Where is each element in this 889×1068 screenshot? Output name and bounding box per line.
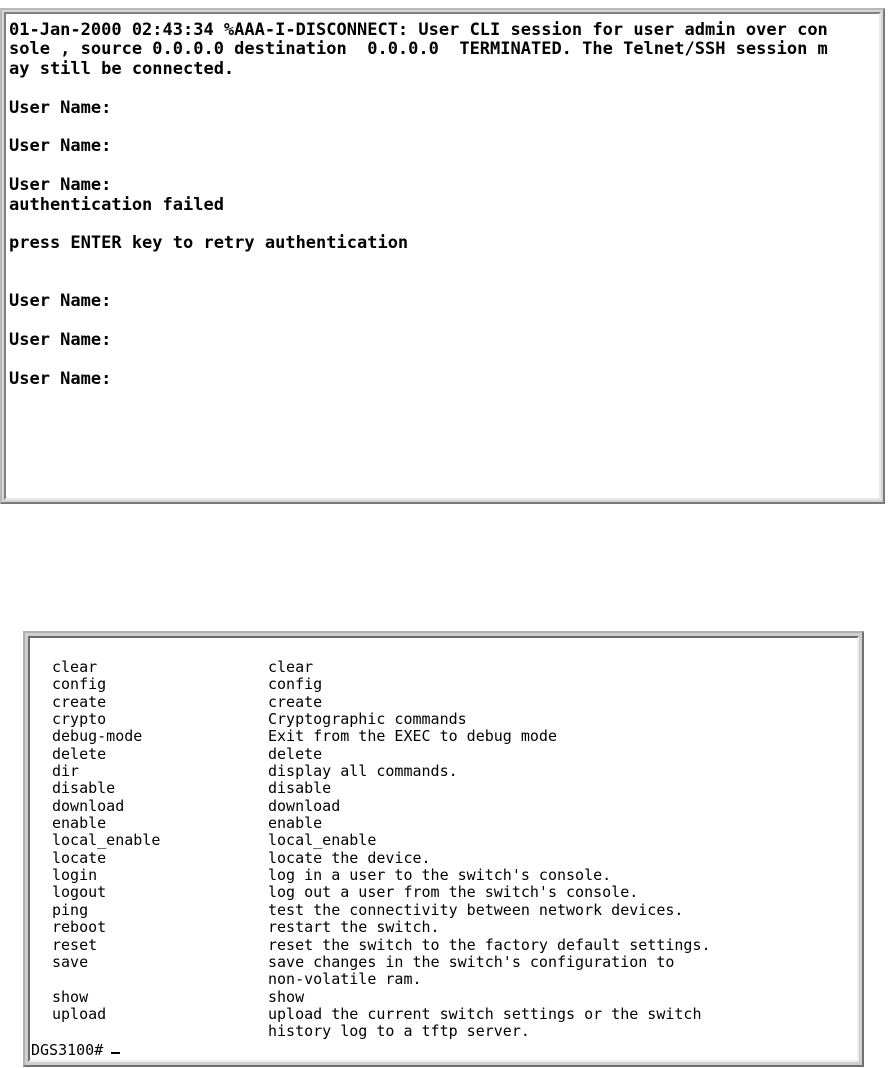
command-name [30,1023,268,1040]
command-row [30,850,857,867]
command-description: config [268,675,323,694]
command-name: crypto [52,710,107,729]
command-name [30,971,268,988]
command-description: show [268,987,305,1006]
console-line [9,273,879,292]
command-name: dir [52,762,80,781]
command-prompt[interactable] [31,1042,120,1059]
command-name: clear [52,658,98,676]
console-line [9,351,879,370]
command-name: upload [52,1004,107,1023]
console-line: press ENTER key to retry authentication [9,233,409,254]
command-description: non-volatile ram. [268,970,422,989]
command-row [30,728,857,745]
command-name: local_enable [52,831,161,850]
console-line: User Name: [9,369,112,390]
prompt-text: DGS3100# [31,1041,104,1059]
console-line: User Name: [9,136,112,157]
command-name: ping [52,900,89,919]
console-line: sole , source 0.0.0.0 destination 0.0.0.0 TERMINATED. The Telnet/SSH session m [9,39,828,60]
command-row [30,780,857,797]
command-description: download [268,796,341,815]
command-name: delete [52,744,107,763]
command-row [30,1006,857,1023]
console-line: User Name: [9,291,112,312]
command-name: download [52,796,125,815]
console-line [9,157,879,176]
command-name: logout [52,883,107,902]
command-row [30,832,857,849]
command-description: upload the current switch settings or the switch [268,1004,702,1023]
command-description: disable [268,779,332,798]
console-line: 01-Jan-2000 02:43:34 %AAA-I-DISCONNECT: User CLI session for user admin over con [9,20,828,40]
command-row [30,884,857,901]
command-description: Cryptographic commands [268,710,467,729]
console-line [9,79,879,98]
command-row [30,989,857,1006]
command-description: log in a user to the switch's console. [268,866,612,885]
command-row [30,1023,857,1040]
console-line: authentication failed [9,194,224,215]
command-row [30,711,857,728]
command-description: delete [268,744,323,763]
command-name: create [52,692,107,711]
command-description: Exit from the EXEC to debug mode [268,727,557,746]
command-row [30,815,857,832]
command-description: restart the switch. [268,918,440,937]
command-row [30,694,857,711]
command-description: save changes in the switch's configuration to [268,952,675,971]
command-name: enable [52,814,107,833]
console-output[interactable] [4,12,881,500]
command-name: show [52,987,89,1006]
command-row [30,954,857,971]
command-help-output[interactable] [28,636,859,1062]
command-description: display all commands. [268,762,458,781]
command-name: debug-mode [52,727,143,746]
command-name: login [52,866,98,885]
console-line: User Name: [9,97,112,118]
console-terminal-window[interactable] [0,8,885,504]
cli-terminal-window[interactable] [23,631,864,1067]
command-row [30,937,857,954]
command-name: locate [52,848,107,867]
console-line: ay still be connected. [9,58,235,79]
command-row [30,902,857,919]
command-name: reset [52,935,98,954]
text-cursor [111,1052,120,1054]
console-line [9,215,879,234]
command-description: enable [268,814,323,833]
console-line [9,254,879,273]
command-description: clear [268,658,314,676]
command-row [30,659,857,676]
command-description: history log to a tftp server. [268,1022,530,1041]
command-description: locate the device. [268,848,431,867]
command-row [30,919,857,936]
command-description: create [268,692,323,711]
command-name: reboot [52,918,107,937]
command-name: save [52,952,89,971]
console-line: User Name: [9,175,112,196]
command-description: log out a user from the switch's console. [268,883,639,902]
console-line [9,118,879,137]
command-row [30,971,857,988]
command-row [30,746,857,763]
console-line: User Name: [9,330,112,351]
command-description: local_enable [268,831,377,850]
command-description: reset the switch to the factory default settings. [268,935,711,954]
command-name: config [52,675,107,694]
command-row [30,867,857,884]
command-row [30,676,857,693]
command-description: test the connectivity between network devices. [268,900,684,919]
command-name: disable [52,779,116,798]
command-row [30,798,857,815]
console-line [9,312,879,331]
command-row [30,763,857,780]
